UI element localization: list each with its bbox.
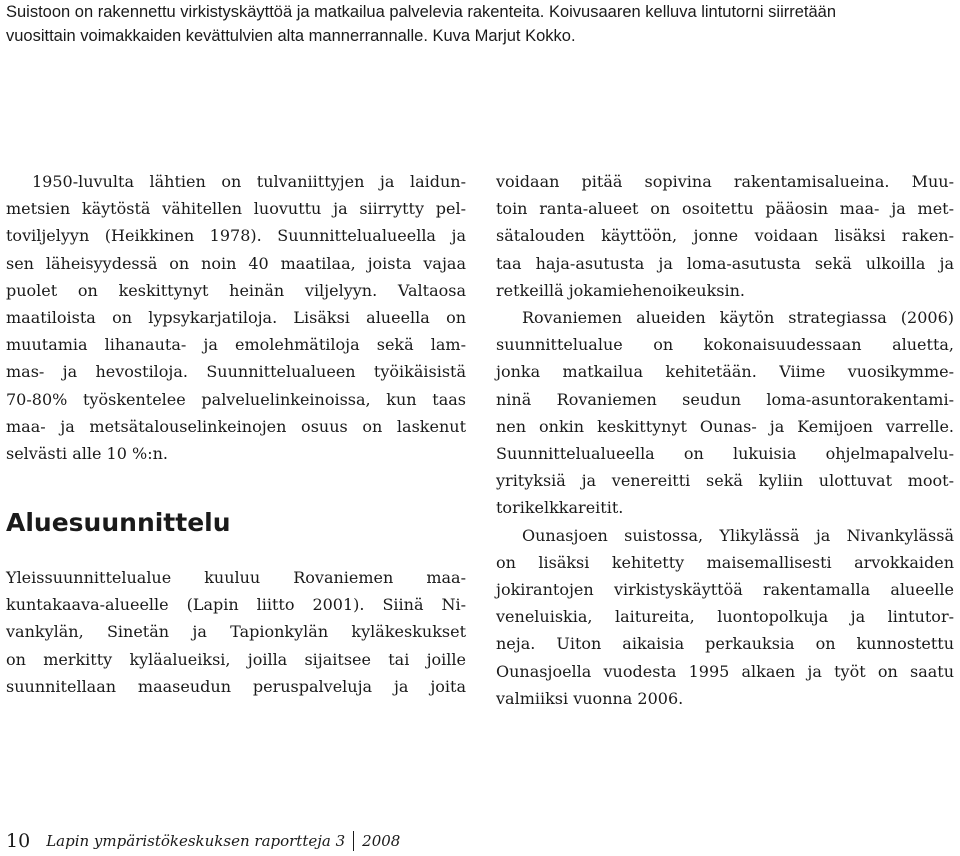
text-line: toviljelyyn (Heikkinen 1978). Suunnittelualueella ja — [6, 226, 466, 246]
text-line: suunnittelualue on kokonaisuudessaan aluetta, — [496, 335, 954, 355]
text-line: maatiloista on lypsykarjatiloja. Lisäksi alueella on — [6, 308, 466, 328]
section-heading: Aluesuunnittelu — [6, 508, 231, 537]
text-line: puolet on keskittynyt heinän viljelyyn. Valtaosa — [6, 280, 466, 300]
text-line: sätalouden käyttöön, jonne voidaan lisäksi raken- — [496, 226, 954, 246]
left-column-text — [6, 168, 466, 467]
text-line: Yleissuunnittelualue kuuluu Rovaniemen maa- — [6, 568, 466, 587]
text-line: Ounasjoen suistossa, Ylikylässä ja Nivankylässä — [522, 525, 954, 545]
series-issue — [331, 832, 345, 850]
text-line: sen läheisyydessä on noin 40 maatilaa, joista vajaa — [6, 253, 466, 273]
caption-line: Suistoon on rakennettu virkistyskäyttöä ja matkailua palvelevia rakenteita. Koivusaaren kelluva lintutorni siirretään — [6, 3, 837, 21]
text-line: 70-80% työskentelee palveluelinkeinoissa, kun taas — [6, 389, 466, 409]
text-line: torikelkkareitit. — [496, 498, 624, 518]
right-column-text — [496, 168, 954, 712]
text-line: neja. Uiton aikaisia perkauksia on kunnostettu — [496, 634, 954, 654]
text-line: veneluiskia, laitureita, luontopolkuja ja lintutor- — [496, 607, 954, 627]
text-line: maa- ja metsätalouselinkeinojen osuus on laskenut — [6, 416, 466, 436]
text-line: nen onkin keskittynyt Ounas- ja Kemijoen varrelle. — [496, 416, 954, 436]
text-line: ninä Rovaniemen seudun loma-asuntorakentami- — [496, 389, 954, 409]
text-line: vankylän, Sinetän ja Tapionkylän kyläkeskukset — [6, 622, 466, 642]
text-line: valmiiksi vuonna 2006. — [496, 688, 684, 708]
page-number: 10 — [6, 830, 31, 852]
left-column-text-2 — [6, 564, 466, 700]
text-line: yrityksiä ja venereitti sekä kyliin ulottuvat moot- — [496, 471, 954, 491]
text-line: suunnitellaan maaseudun peruspalveluja ja joita — [6, 676, 466, 696]
text-line: taa haja-asutusta ja loma-asutusta sekä ulkoilla ja — [496, 253, 954, 273]
text-line: on merkitty kyläalueiksi, joilla sijaitsee tai joille — [6, 649, 466, 669]
text-line: on lisäksi kehitetty maisemallisesti arvokkaiden — [496, 552, 954, 572]
page-footer — [6, 826, 400, 856]
text-line: muutamia lihanauta- ja emolehmätiloja sekä lam- — [6, 335, 466, 355]
text-line: Rovaniemen alueiden käytön strategiassa (2006) — [522, 308, 954, 328]
photo-caption — [6, 0, 956, 48]
text-line: Ounasjoella vuodesta 1995 alkaen ja työt on saatu — [496, 661, 954, 681]
text-line: retkeillä jokamiehenoikeuksin. — [496, 280, 745, 300]
text-line: mas- ja hevostiloja. Suunnittelualueen työikäisistä — [6, 362, 466, 382]
text-line: metsien käytöstä vähitellen luovuttu ja siirrytty pel- — [6, 199, 466, 219]
text-line: toin ranta-alueet on osoitettu pääosin maa- ja met- — [496, 199, 954, 219]
text-line: kuntakaava-alueelle (Lapin liitto 2001). Siinä Ni- — [6, 595, 466, 615]
series-title: Lapin ympäristökeskuksen raportteja — [46, 832, 331, 850]
caption-line: vuosittain voimakkaiden kevättulvien alta mannerrannalle. Kuva Marjut Kokko. — [6, 27, 576, 45]
text-line: selvästi alle 10 %:n. — [6, 444, 168, 464]
series-year: 2008 — [362, 832, 401, 850]
text-line: Suunnittelualueella on lukuisia ohjelmapalvelu- — [496, 444, 954, 464]
text-line: jonka matkailua kehitetään. Viime vuosikymme- — [496, 362, 954, 382]
issue-number: 3 — [335, 832, 346, 850]
footer-divider — [353, 831, 354, 851]
text-line: 1950-luvulta lähtien on tulvaniittyjen ja laidun- — [32, 172, 466, 191]
text-line: jokirantojen virkistyskäyttöä rakentamalla alueelle — [496, 580, 954, 600]
text-line: voidaan pitää sopivina rakentamisalueina. Muu- — [496, 172, 954, 191]
